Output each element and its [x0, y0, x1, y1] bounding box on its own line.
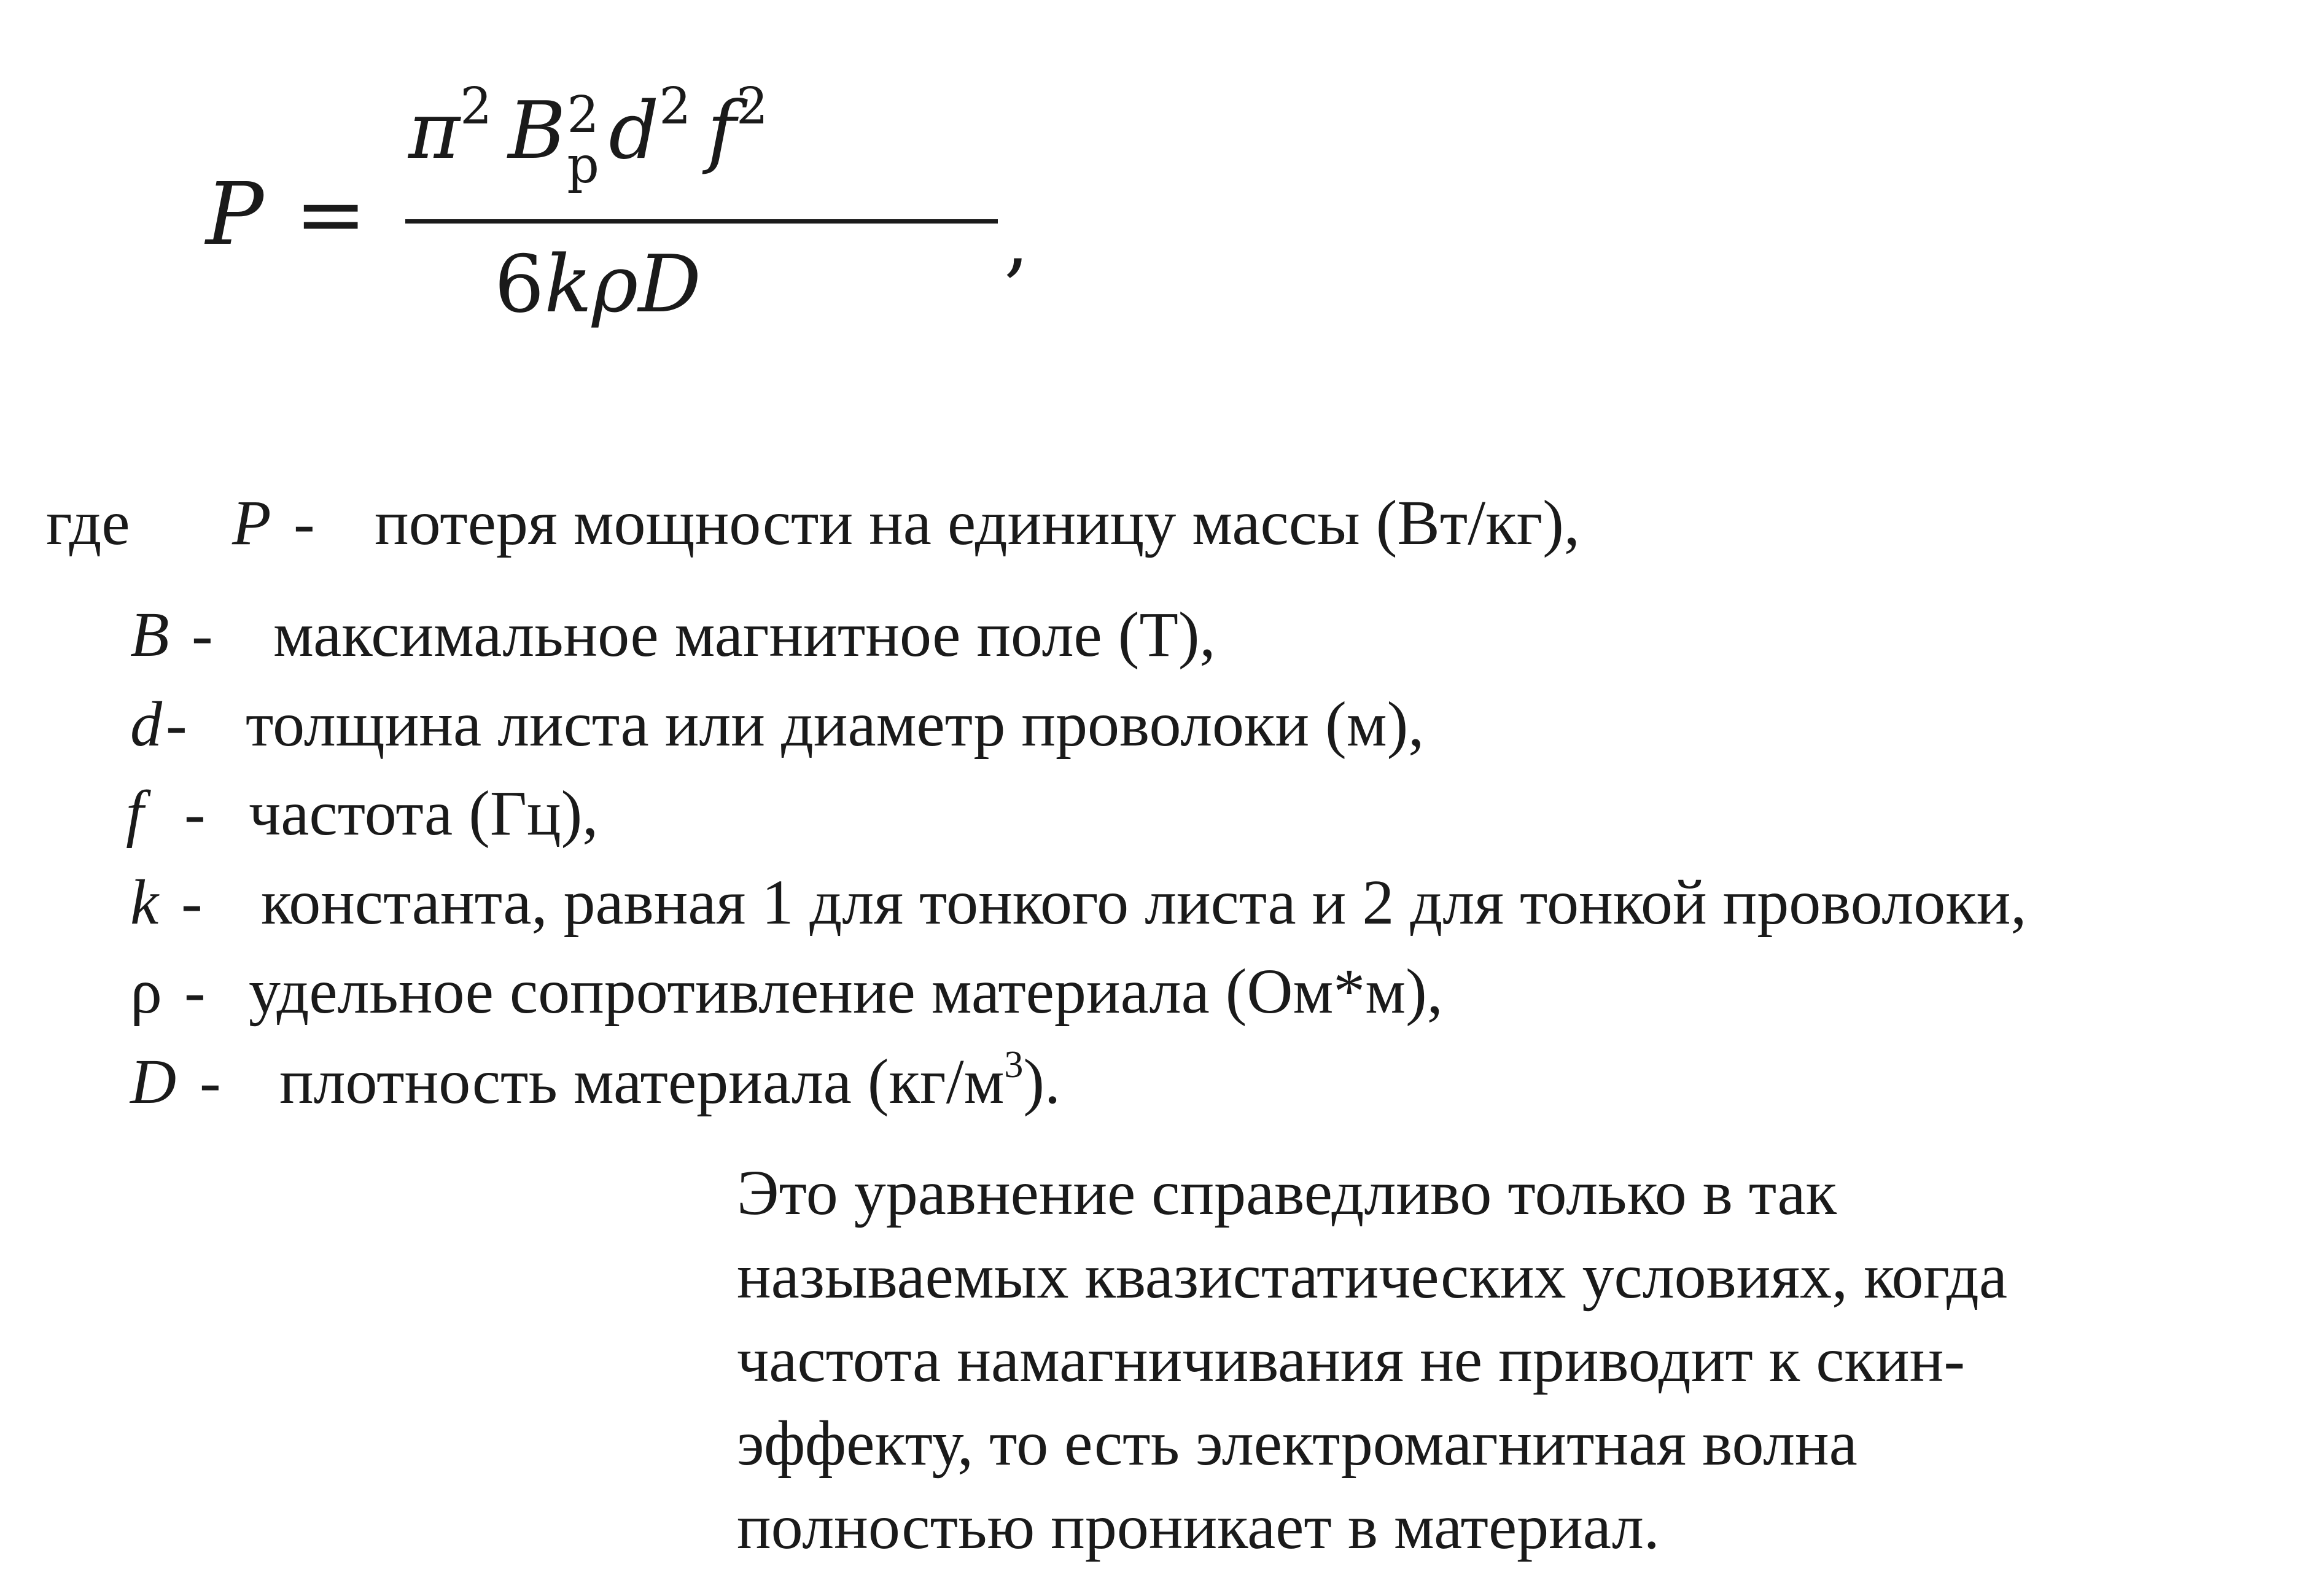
numerator-pi-exponent: 2 [460, 77, 492, 136]
legend-symbol: d [130, 689, 162, 760]
legend-symbol: k [130, 867, 159, 938]
legend-symbol: P [232, 488, 271, 558]
legend-description: потеря мощности на единицу массы (Вт/кг), [375, 488, 1580, 558]
numerator-b-exponent: 2 [567, 86, 599, 144]
legend-symbol: f [126, 778, 144, 849]
legend-description: константа, равная 1 для тонкого листа и 2 для тонкой проволоки, [261, 867, 2027, 938]
formula-lhs: P [206, 165, 264, 265]
legend-description-tail: ). [1023, 1046, 1061, 1117]
legend-description-superscript: 3 [1004, 1044, 1024, 1086]
legend-description: толщина листа или диаметр проволоки (м), [246, 689, 1425, 760]
note-line: частота намагничивания не приводит к скин- [737, 1325, 1965, 1395]
legend-dash: - [166, 689, 187, 760]
legend-description: удельное сопротивление материала (Ом*м), [249, 956, 1443, 1027]
legend-dash: - [184, 778, 206, 849]
numerator-f: f [707, 85, 736, 177]
note-line: называемых квазистатических условиях, когда [737, 1241, 2007, 1312]
legend-dash: - [192, 599, 213, 670]
numerator-pi: π [408, 85, 461, 177]
numerator-d: d [609, 85, 659, 177]
legend-dash: - [200, 1046, 221, 1117]
denominator-d: D [638, 239, 701, 330]
note-line: эффекту, то есть электромагнитная волна [737, 1408, 1857, 1479]
legend-dash: - [184, 956, 206, 1027]
denominator-rho: ρ [592, 239, 639, 330]
legend-description-text: плотность материала (кг/м [279, 1046, 1005, 1117]
legend-dash: - [181, 867, 203, 938]
legend-description [279, 1044, 1061, 1117]
legend-description: максимальное магнитное поле (Т), [273, 599, 1216, 670]
numerator-b-subscript: р [567, 136, 599, 195]
where-label: где [46, 488, 130, 558]
denominator-six: 6 [494, 239, 545, 330]
legend-dash: - [294, 488, 315, 558]
legend-symbol: D [130, 1046, 177, 1117]
note-line: Это уравнение справедливо только в так [737, 1158, 1837, 1228]
legend-symbol: B [130, 599, 169, 670]
denominator-k: k [544, 239, 592, 330]
formula-equals: = [295, 165, 367, 265]
numerator-b: B [508, 85, 566, 177]
numerator-f-exponent: 2 [736, 77, 769, 136]
legend-description: частота (Гц), [249, 778, 599, 849]
note-line: полностью проникает в материал. [737, 1492, 1660, 1562]
formula-comma: , [1004, 193, 1030, 286]
numerator-d-exponent: 2 [659, 77, 691, 136]
legend-symbol: ρ [130, 956, 162, 1027]
validity-note [737, 1151, 2211, 1569]
